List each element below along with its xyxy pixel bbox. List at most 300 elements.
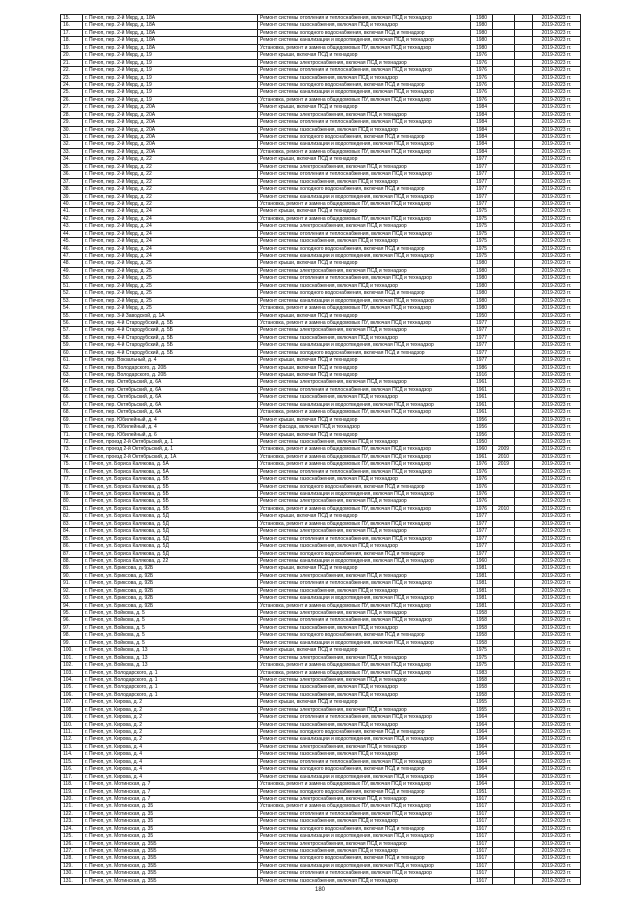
year-built-cell: 1961 [471, 386, 493, 393]
planned-period-cell: 2019-2023 гг. [533, 141, 581, 148]
work-type-cell: Ремонт крыши, включая ПСД и технадзор [258, 431, 471, 438]
address-cell: г. Печоп, ул. Бориса Калякова, д. 5Д [83, 528, 258, 535]
last-repair-year-cell [493, 334, 515, 341]
row-number: 31. [61, 134, 83, 141]
planned-period-cell: 2019-2023 гг. [533, 543, 581, 550]
row-number: 61. [61, 357, 83, 364]
last-repair-year-cell [493, 96, 515, 103]
row-number: 20. [61, 52, 83, 59]
blank-cell [515, 491, 533, 498]
planned-period-cell: 2019-2023 гг. [533, 334, 581, 341]
table-row [61, 781, 581, 788]
address-cell: г. Печоп, ул. Бориса Калякова, д. 5Б [83, 491, 258, 498]
row-number: 56. [61, 319, 83, 326]
work-type-cell: Ремонт системы электроснабжения, включая ПСД и технадзор [258, 840, 471, 847]
table-row [61, 342, 581, 349]
address-cell: г. Печоп, ул. Войкова, д. 5 [83, 624, 258, 631]
planned-period-cell: 2019-2023 гг. [533, 148, 581, 155]
planned-period-cell: 2019-2023 гг. [533, 193, 581, 200]
planned-period-cell: 2019-2023 гг. [533, 743, 581, 750]
address-cell: г. Печоп, пер. Юбилейный, д. 4 [83, 424, 258, 431]
blank-cell [515, 290, 533, 297]
blank-cell [515, 468, 533, 475]
work-type-cell: Ремонт системы канализации и водоотведения, включая ПСД и технадзор [258, 401, 471, 408]
work-type-cell: Ремонт крыши, включая ПСД и технадзор [258, 156, 471, 163]
work-type-cell: Ремонт системы электроснабжения, включая ПСД и технадзор [258, 743, 471, 750]
work-type-cell: Ремонт системы канализации и водоотведения, включая ПСД и технадзор [258, 141, 471, 148]
address-cell: г. Печоп, пер. 2-й Мкрд, д. 24 [83, 223, 258, 230]
last-repair-year-cell [493, 528, 515, 535]
blank-cell [515, 364, 533, 371]
row-number: 52. [61, 290, 83, 297]
work-type-cell: Ремонт системы газоснабжения, включая ПСД и технадзор [258, 877, 471, 884]
address-cell: г. Печоп, пер. 2-й Мкрд, д. 19 [83, 96, 258, 103]
planned-period-cell: 2019-2023 гг. [533, 587, 581, 594]
year-built-cell: 1981 [471, 595, 493, 602]
last-repair-year-cell [493, 833, 515, 840]
address-cell: г. Печоп, пер. 4-й Стародубский, д. 5Б [83, 349, 258, 356]
address-cell: г. Печоп, ул. Кирова, д. 4 [83, 766, 258, 773]
planned-period-cell: 2019-2023 гг. [533, 654, 581, 661]
blank-cell [515, 186, 533, 193]
work-type-cell: Установка, ремонт и замена общедомовых ПУ, включая ПСД и технадзор [258, 461, 471, 468]
work-type-cell: Ремонт системы отопления и теплоснабжения, включая ПСД и технадзор [258, 171, 471, 178]
planned-period-cell: 2019-2023 гг. [533, 699, 581, 706]
row-number: 42. [61, 215, 83, 222]
year-built-cell: 1958 [471, 676, 493, 683]
year-built-cell: 1958 [471, 691, 493, 698]
table-row [61, 520, 581, 527]
work-type-cell: Ремонт системы отопления и теплоснабжения, включая ПСД и технадзор [258, 275, 471, 282]
last-repair-year-cell [493, 171, 515, 178]
blank-cell [515, 736, 533, 743]
last-repair-year-cell [493, 810, 515, 817]
last-repair-year-cell [493, 743, 515, 750]
address-cell: г. Печоп, пер. 2-й Мкрд, д. 18А [83, 44, 258, 51]
year-built-cell: 1917 [471, 855, 493, 862]
work-type-cell: Установка, ремонт и замена общедомовых ПУ, включая ПСД и технадзор [258, 200, 471, 207]
address-cell: г. Печоп, пер. 2-й Мкрд, д. 19 [83, 74, 258, 81]
address-cell: г. Печоп, пер. 2-й Мкрд, д. 19 [83, 89, 258, 96]
table-row [61, 758, 581, 765]
last-repair-year-cell [493, 624, 515, 631]
planned-period-cell: 2019-2023 гг. [533, 691, 581, 698]
year-built-cell: 1975 [471, 253, 493, 260]
planned-period-cell: 2019-2023 гг. [533, 453, 581, 460]
year-built-cell: 1960 [471, 446, 493, 453]
last-repair-year-cell [493, 215, 515, 222]
last-repair-year-cell [493, 52, 515, 59]
last-repair-year-cell [493, 565, 515, 572]
year-built-cell: 1961 [471, 401, 493, 408]
table-row [61, 647, 581, 654]
blank-cell [515, 334, 533, 341]
blank-cell [515, 119, 533, 126]
row-number: 66. [61, 394, 83, 401]
planned-period-cell: 2019-2023 гг. [533, 714, 581, 721]
table-row [61, 773, 581, 780]
address-cell: г. Печоп, ул. Кирова, д. 2 [83, 706, 258, 713]
blank-cell [515, 498, 533, 505]
work-type-cell: Установка, ремонт и замена общедомовых ПУ, включая ПСД и технадзор [258, 446, 471, 453]
address-cell: г. Печоп, пер. Володарского, д. 20Б [83, 364, 258, 371]
address-cell: г. Печоп, ул. Войкова, д. 5 [83, 639, 258, 646]
work-type-cell: Ремонт системы газоснабжения, включая ПСД и технадзор [258, 394, 471, 401]
planned-period-cell: 2019-2023 гг. [533, 22, 581, 29]
row-number: 37. [61, 178, 83, 185]
work-type-cell: Установка, ремонт и замена общедомовых ПУ, включая ПСД и технадзор [258, 520, 471, 527]
last-repair-year-cell [493, 379, 515, 386]
work-type-cell: Ремонт системы холодного водоснабжения, включая ПСД и технадзор [258, 825, 471, 832]
address-cell: г. Печоп, ул. Бориса Калякова, д. 5Б [83, 476, 258, 483]
work-type-cell: Ремонт системы канализации и водоотведения, включая ПСД и технадзор [258, 833, 471, 840]
planned-period-cell: 2019-2023 гг. [533, 186, 581, 193]
row-number: 72. [61, 438, 83, 445]
table-row [61, 74, 581, 81]
year-built-cell: 1976 [471, 461, 493, 468]
planned-period-cell: 2019-2023 гг. [533, 223, 581, 230]
row-number: 106. [61, 691, 83, 698]
address-cell: г. Печоп, пер. 4-й Стародубский, д. 5Б [83, 342, 258, 349]
last-repair-year-cell [493, 193, 515, 200]
last-repair-year-cell [493, 617, 515, 624]
address-cell: г. Печоп, ул. Кирова, д. 4 [83, 743, 258, 750]
work-type-cell: Ремонт системы электроснабжения, включая ПСД и технадзор [258, 379, 471, 386]
blank-cell [515, 74, 533, 81]
blank-cell [515, 424, 533, 431]
row-number: 22. [61, 67, 83, 74]
planned-period-cell: 2019-2023 гг. [533, 364, 581, 371]
row-number: 30. [61, 126, 83, 133]
year-built-cell: 1958 [471, 632, 493, 639]
work-type-cell: Ремонт крыши, включая ПСД и технадзор [258, 513, 471, 520]
planned-period-cell: 2019-2023 гг. [533, 15, 581, 22]
year-built-cell: 1964 [471, 751, 493, 758]
work-type-cell: Ремонт системы канализации и водоотведения, включая ПСД и технадзор [258, 595, 471, 602]
planned-period-cell: 2019-2023 гг. [533, 513, 581, 520]
address-cell: г. Печоп, ул. Мотинская, д. 35 [83, 818, 258, 825]
planned-period-cell: 2019-2023 гг. [533, 126, 581, 133]
planned-period-cell: 2019-2023 гг. [533, 818, 581, 825]
blank-cell [515, 81, 533, 88]
table-row [61, 416, 581, 423]
year-built-cell: 1984 [471, 141, 493, 148]
table-row [61, 282, 581, 289]
planned-period-cell: 2019-2023 гг. [533, 446, 581, 453]
blank-cell [515, 357, 533, 364]
last-repair-year-cell [493, 163, 515, 170]
work-type-cell: Ремонт системы газоснабжения, включая ПСД и технадзор [258, 721, 471, 728]
program-table [60, 14, 581, 885]
row-number: 24. [61, 81, 83, 88]
work-type-cell: Ремонт системы газоснабжения, включая ПСД и технадзор [258, 848, 471, 855]
last-repair-year-cell [493, 260, 515, 267]
address-cell: г. Печоп, ул. Мотинская, д. 35Б [83, 848, 258, 855]
address-cell: г. Печоп, ул. Бориса Калякова, д. 5А [83, 468, 258, 475]
work-type-cell: Ремонт крыши, включая ПСД и технадзор [258, 52, 471, 59]
address-cell: г. Печоп, ул. Мотинская, д. 7 [83, 788, 258, 795]
work-type-cell: Ремонт системы газоснабжения, включая ПСД и технадзор [258, 751, 471, 758]
blank-cell [515, 171, 533, 178]
blank-cell [515, 691, 533, 698]
address-cell: г. Печоп, ул. Бориса Калякова, д. 22 [83, 557, 258, 564]
address-cell: г. Печоп, пер. 2-й Мкрд, д. 25 [83, 267, 258, 274]
year-built-cell: 1976 [471, 468, 493, 475]
table-row [61, 119, 581, 126]
address-cell: г. Печоп, проезд 2-й Октябрьский, д. 1 [83, 438, 258, 445]
planned-period-cell: 2019-2023 гг. [533, 498, 581, 505]
table-row [61, 409, 581, 416]
row-number: 122. [61, 810, 83, 817]
blank-cell [515, 141, 533, 148]
last-repair-year-cell [493, 721, 515, 728]
year-built-cell: 1917 [471, 848, 493, 855]
table-row [61, 550, 581, 557]
last-repair-year-cell [493, 342, 515, 349]
table-row [61, 44, 581, 51]
work-type-cell: Ремонт системы отопления и теплоснабжения, включая ПСД и технадзор [258, 714, 471, 721]
work-type-cell: Ремонт системы газоснабжения, включая ПСД и технадзор [258, 543, 471, 550]
blank-cell [515, 870, 533, 877]
planned-period-cell: 2019-2023 гг. [533, 282, 581, 289]
blank-cell [515, 200, 533, 207]
last-repair-year-cell [493, 848, 515, 855]
row-number: 119. [61, 788, 83, 795]
planned-period-cell: 2019-2023 гг. [533, 156, 581, 163]
row-number: 68. [61, 409, 83, 416]
table-row [61, 29, 581, 36]
blank-cell [515, 156, 533, 163]
row-number: 95. [61, 610, 83, 617]
work-type-cell: Ремонт фасада, включая ПСД и технадзор [258, 424, 471, 431]
work-type-cell: Ремонт системы газоснабжения, включая ПСД и технадзор [258, 178, 471, 185]
planned-period-cell: 2019-2023 гг. [533, 111, 581, 118]
address-cell: г. Печоп, ул. Бориса Калякова, д. 5Б [83, 498, 258, 505]
address-cell: г. Печоп, ул. Бриксова, д. 92Б [83, 580, 258, 587]
blank-cell [515, 758, 533, 765]
last-repair-year-cell [493, 647, 515, 654]
blank-cell [515, 550, 533, 557]
blank-cell [515, 111, 533, 118]
row-number: 32. [61, 141, 83, 148]
table-row [61, 676, 581, 683]
blank-cell [515, 595, 533, 602]
address-cell: г. Печоп, ул. Кирова, д. 2 [83, 729, 258, 736]
last-repair-year-cell [493, 156, 515, 163]
work-type-cell: Ремонт системы газоснабжения, включая ПСД и технадзор [258, 126, 471, 133]
table-row [61, 372, 581, 379]
planned-period-cell: 2019-2023 гг. [533, 810, 581, 817]
work-type-cell: Ремонт системы холодного водоснабжения, включая ПСД и технадзор [258, 29, 471, 36]
last-repair-year-cell [493, 572, 515, 579]
last-repair-year-cell [493, 751, 515, 758]
address-cell: г. Печоп, ул. Мотинская, д. 35Б [83, 862, 258, 869]
address-cell: г. Печоп, пер. 2-й Мкрд, д. 18А [83, 15, 258, 22]
address-cell: г. Печоп, ул. Войкова, д. 5 [83, 617, 258, 624]
year-built-cell: 1980 [471, 29, 493, 36]
year-built-cell: 1977 [471, 550, 493, 557]
address-cell: г. Печоп, пер. Октябрьский, д. 6А [83, 409, 258, 416]
blank-cell [515, 676, 533, 683]
work-type-cell: Ремонт системы холодного водоснабжения, включая ПСД и технадзор [258, 81, 471, 88]
last-repair-year-cell [493, 862, 515, 869]
row-number: 48. [61, 260, 83, 267]
year-built-cell: 1984 [471, 126, 493, 133]
year-built-cell: 1980 [471, 22, 493, 29]
table-row [61, 327, 581, 334]
blank-cell [515, 543, 533, 550]
year-built-cell: 1977 [471, 163, 493, 170]
row-number: 93. [61, 595, 83, 602]
table-row [61, 557, 581, 564]
year-built-cell: 1960 [471, 557, 493, 564]
last-repair-year-cell [493, 15, 515, 22]
work-type-cell: Ремонт системы электроснабжения, включая ПСД и технадзор [258, 59, 471, 66]
blank-cell [515, 305, 533, 312]
blank-cell [515, 602, 533, 609]
blank-cell [515, 557, 533, 564]
planned-period-cell: 2019-2023 гг. [533, 825, 581, 832]
blank-cell [515, 267, 533, 274]
last-repair-year-cell [493, 714, 515, 721]
table-row [61, 59, 581, 66]
table-row [61, 729, 581, 736]
work-type-cell: Ремонт системы электроснабжения, включая ПСД и технадзор [258, 223, 471, 230]
last-repair-year-cell [493, 795, 515, 802]
year-built-cell: 1981 [471, 572, 493, 579]
year-built-cell: 1984 [471, 119, 493, 126]
last-repair-year-cell [493, 208, 515, 215]
row-number: 70. [61, 424, 83, 431]
year-built-cell: 1956 [471, 416, 493, 423]
planned-period-cell: 2019-2023 гг. [533, 104, 581, 111]
table-row [61, 803, 581, 810]
year-built-cell: 1984 [471, 104, 493, 111]
address-cell: г. Печоп, пер. 2-й Мкрд, д. 18А [83, 29, 258, 36]
last-repair-year-cell [493, 119, 515, 126]
table-row [61, 498, 581, 505]
row-number: 23. [61, 74, 83, 81]
blank-cell [515, 282, 533, 289]
table-row [61, 126, 581, 133]
last-repair-year-cell [493, 639, 515, 646]
planned-period-cell: 2019-2023 гг. [533, 572, 581, 579]
planned-period-cell: 2019-2023 гг. [533, 312, 581, 319]
table-row [61, 535, 581, 542]
planned-period-cell: 2019-2023 гг. [533, 491, 581, 498]
year-built-cell: 1977 [471, 186, 493, 193]
blank-cell [515, 818, 533, 825]
address-cell: г. Печоп, ул. Мотинская, д. 35Б [83, 870, 258, 877]
last-repair-year-cell [493, 855, 515, 862]
year-built-cell: 1958 [471, 639, 493, 646]
work-type-cell: Установка, ремонт и замена общедомовых ПУ, включая ПСД и технадзор [258, 662, 471, 669]
work-type-cell: Ремонт системы канализации и водоотведения, включая ПСД и технадзор [258, 342, 471, 349]
last-repair-year-cell [493, 364, 515, 371]
address-cell: г. Печоп, пер. Октябрьский, д. 6А [83, 394, 258, 401]
blank-cell [515, 632, 533, 639]
last-repair-year-cell [493, 587, 515, 594]
last-repair-year-cell [493, 416, 515, 423]
work-type-cell: Ремонт крыши, включая ПСД и технадзор [258, 104, 471, 111]
last-repair-year-cell [493, 498, 515, 505]
year-built-cell: 1917 [471, 862, 493, 869]
planned-period-cell: 2019-2023 гг. [533, 290, 581, 297]
blank-cell [515, 416, 533, 423]
address-cell: г. Печоп, ул. Мотинская, д. 35Б [83, 877, 258, 884]
planned-period-cell: 2019-2023 гг. [533, 557, 581, 564]
work-type-cell: Ремонт системы электроснабжения, включая ПСД и технадзор [258, 610, 471, 617]
table-row [61, 134, 581, 141]
row-number: 71. [61, 431, 83, 438]
last-repair-year-cell [493, 491, 515, 498]
last-repair-year-cell [493, 766, 515, 773]
last-repair-year-cell [493, 773, 515, 780]
year-built-cell: 1961 [471, 409, 493, 416]
planned-period-cell: 2019-2023 гг. [533, 134, 581, 141]
table-row [61, 736, 581, 743]
address-cell: г. Печоп, пер. 2-й Мкрд, д. 19 [83, 52, 258, 59]
planned-period-cell: 2019-2023 гг. [533, 773, 581, 780]
work-type-cell: Ремонт системы электроснабжения, включая ПСД и технадзор [258, 528, 471, 535]
year-built-cell: 1958 [471, 684, 493, 691]
work-type-cell: Ремонт системы канализации и водоотведения, включая ПСД и технадзор [258, 193, 471, 200]
blank-cell [515, 788, 533, 795]
address-cell: г. Печоп, пер. 2-й Мкрд, д. 25 [83, 260, 258, 267]
last-repair-year-cell [493, 729, 515, 736]
table-row [61, 230, 581, 237]
last-repair-year-cell [493, 111, 515, 118]
year-built-cell: 1976 [471, 89, 493, 96]
blank-cell [515, 565, 533, 572]
address-cell: г. Печоп, проезд 2-й Октябрьский, д. 1 [83, 446, 258, 453]
last-repair-year-cell [493, 684, 515, 691]
year-built-cell: 1950 [471, 312, 493, 319]
work-type-cell: Ремонт системы отопления и теплоснабжения, включая ПСД и технадзор [258, 580, 471, 587]
blank-cell [515, 372, 533, 379]
year-built-cell: 1964 [471, 781, 493, 788]
last-repair-year-cell [493, 37, 515, 44]
blank-cell [515, 580, 533, 587]
year-built-cell: 1976 [471, 74, 493, 81]
address-cell: г. Печоп, ул. Кирова, д. 2 [83, 721, 258, 728]
year-built-cell: 1983 [471, 669, 493, 676]
last-repair-year-cell [493, 44, 515, 51]
last-repair-year-cell [493, 327, 515, 334]
work-type-cell: Ремонт системы электроснабжения, включая ПСД и технадзор [258, 111, 471, 118]
planned-period-cell: 2019-2023 гг. [533, 178, 581, 185]
work-type-cell: Ремонт системы холодного водоснабжения, включая ПСД и технадзор [258, 186, 471, 193]
year-built-cell: 1964 [471, 766, 493, 773]
row-number: 109. [61, 714, 83, 721]
year-built-cell: 1977 [471, 535, 493, 542]
planned-period-cell: 2019-2023 гг. [533, 833, 581, 840]
blank-cell [515, 260, 533, 267]
row-number: 116. [61, 766, 83, 773]
planned-period-cell: 2019-2023 гг. [533, 610, 581, 617]
work-type-cell: Ремонт системы газоснабжения, включая ПСД и технадзор [258, 624, 471, 631]
blank-cell [515, 528, 533, 535]
work-type-cell: Установка, ремонт и замена общедомовых ПУ, включая ПСД и технадзор [258, 669, 471, 676]
year-built-cell: 1980 [471, 37, 493, 44]
address-cell: г. Печоп, пер. 2-й Мкрд, д. 20А [83, 104, 258, 111]
address-cell: г. Печоп, пер. 2-й Мкрд, д. 24 [83, 253, 258, 260]
table-row [61, 505, 581, 512]
year-built-cell: 1975 [471, 245, 493, 252]
planned-period-cell: 2019-2023 гг. [533, 781, 581, 788]
row-number: 47. [61, 253, 83, 260]
last-repair-year-cell: 2010 [493, 505, 515, 512]
